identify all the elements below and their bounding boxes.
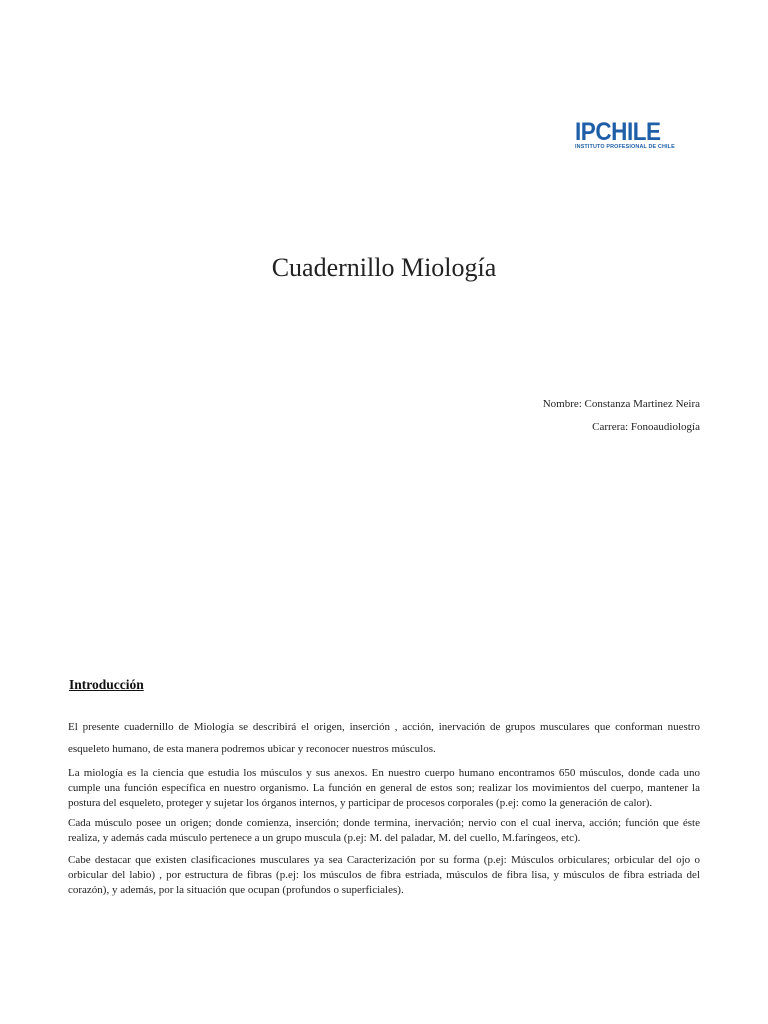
section-heading-introduccion: Introducción bbox=[69, 677, 144, 692]
miologia-definition-paragraph: La miología es la ciencia que estudia los músculos y sus anexos. En nuestro cuerpo humano encontramos 650 músculos, donde cada uno cumple una función específica en nuestro organismo. La función en general de estos son; realizar los movimientos del cuerpo, mantener la postura del esqueleto, proteger y sujetar los órganos internos, y participar de procesos corporales (p.ej: como la generación de calor). bbox=[68, 767, 700, 809]
muscle-parts-paragraph: Cada músculo posee un origen; donde comienza, inserción; donde termina, inervación; nervio con el cual inerva, acción; función que éste realiza, y además cada músculo pertenece a un grupo muscula (p.ej: M. del paladar, M. del cuello, M.faríngeos, etc). bbox=[68, 817, 700, 844]
logo-brand-text: IPCHILE bbox=[575, 118, 661, 146]
author-name: Nombre: Constanza Martinez Neira bbox=[542, 398, 700, 410]
author-career: Carrera: Fonoaudiología bbox=[592, 421, 700, 433]
document-title: Cuadernillo Miología bbox=[271, 253, 497, 282]
muscle-classification-paragraph: Cabe destacar que existen clasificaciones musculares ya sea Caracterización por su forma (p.ej: Músculos orbiculares; orbicular del ojo o orbicular del labio) , por estructura de fibras (p.ej: los músculos de fibra estriada, músculos de fibra lisa, y músculos de fibra estriada del corazón), y además, por la situación que ocupan (profundos o superficiales). bbox=[68, 854, 700, 896]
ipchile-logo bbox=[575, 120, 690, 150]
logo-subtitle: INSTITUTO PROFESIONAL DE CHILE bbox=[575, 144, 675, 150]
intro-paragraph: El presente cuadernillo de Miología se describirá el origen, inserción , acción, inervación de grupos musculares que conforman nuestro esqueleto humano, de esta manera podremos ubicar y reconocer nuestros músculos. bbox=[68, 721, 700, 755]
